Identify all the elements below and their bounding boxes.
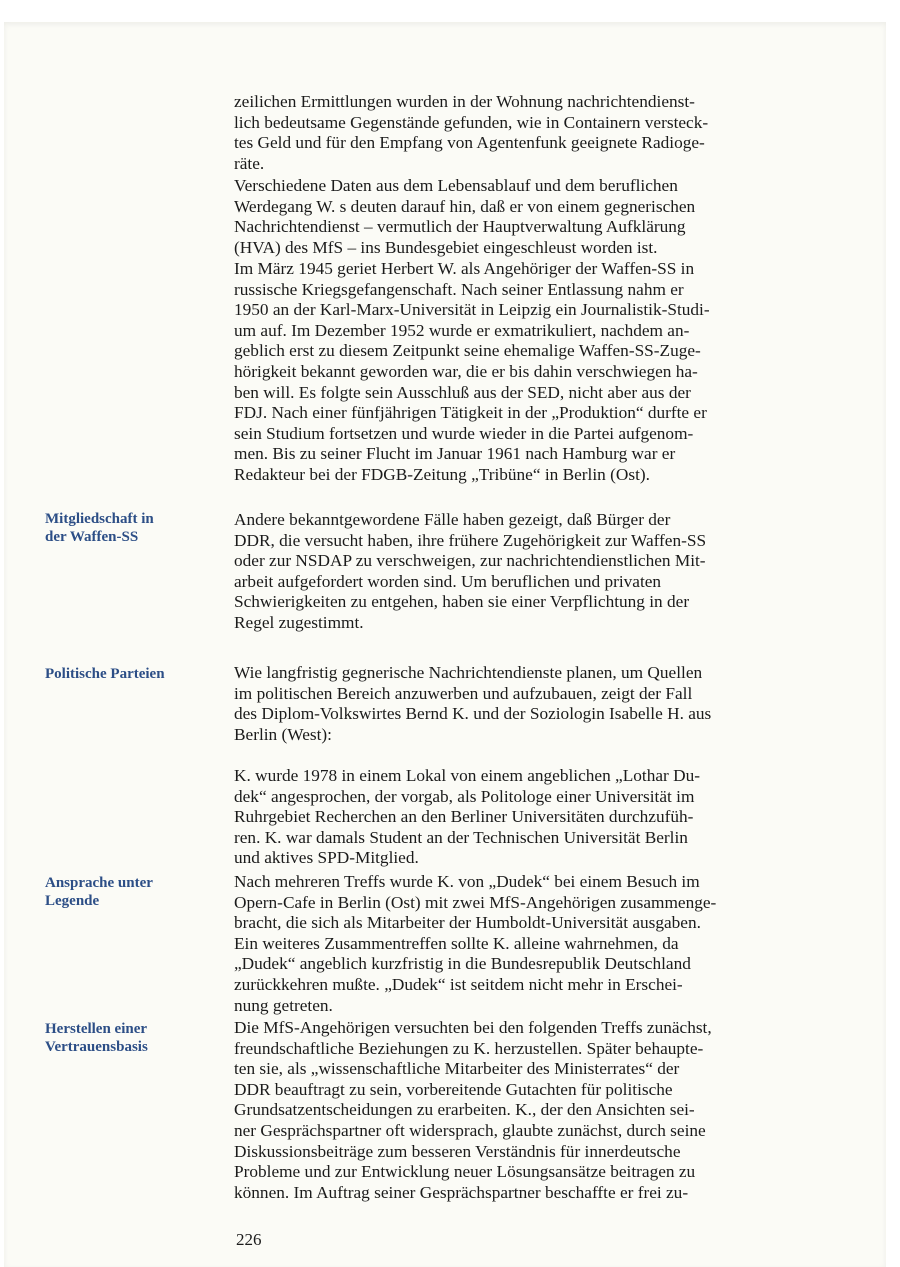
paragraph-k-approached: K. wurde 1978 in einem Lokal von einem angeblichen „Lothar Du- dek“ angesprochen, der vorgab, als Politologe einer Universität im Ruhrgebiet Recherchen an den Berliner Universitäten durchzufüh- ren. K. war damals Student an der Technischen Universität Berlin und aktives SPD-Mitglied. (234, 766, 700, 868)
page-number: 226 (236, 1230, 262, 1249)
sidebar-heading-waffen-ss: Mitgliedschaft in der Waffen-SS (45, 511, 154, 545)
paragraph-investigation-findings: zeilichen Ermittlungen wurden in der Wohnung nachrichtendienst- lich bedeutsame Gegenstände gefunden, wie in Containern versteck- tes Geld und für den Empfang von Agentenfunk geeignete Radioge- räte. (234, 92, 709, 173)
paragraph-long-term-planning: Wie langfristig gegnerische Nachrichtendienste planen, um Quellen im politischen Bereich anzuwerben und aufzubauen, zeigt der Fall des Diplom-Volkswirtes Bernd K. und der Soziologin Isabelle H. aus Berlin (West): (234, 663, 712, 744)
paragraph-other-cases: Andere bekanntgewordene Fälle haben gezeigt, daß Bürger der DDR, die versucht haben, ihre frühere Zugehörigkeit zur Waffen-SS oder zur NSDAP zu verschweigen, zur nachrichtendienstlichen Mit- arbeit aufgefordert worden sind. Um beruflichen und privaten Schwierigkeiten zu entgehen, haben sie einer Verpflichtung in der Regel zugestimmt. (234, 510, 707, 632)
sidebar-heading-building-trust: Herstellen einer Vertrauensbasis (45, 1021, 148, 1055)
paragraph-opern-cafe: Nach mehreren Treffs wurde K. von „Dudek“ bei einem Besuch im Opern-Cafe in Berlin (Ost) mit zwei MfS-Angehörigen zusammenge- bracht, die sich als Mitarbeiter der Humboldt-Universität ausgaben. Ein weiteres Zusammentreffen sollte K. alleine wahrnehmen, da „Dudek“ angeblich kurzfristig in die Bundesrepublik Deutschland zurückkehren mußte. „Dudek“ ist seitdem nicht mehr in Erschei- nung getreten. (234, 872, 717, 1015)
paragraph-career-data: Verschiedene Daten aus dem Lebensablauf und dem beruflichen Werdegang W. s deuten darauf hin, daß er von einem gegnerischen Nachrichtendienst – vermutlich der Hauptverwaltung Aufklärung (HVA) des MfS – ins Bundesgebiet eingeschleust worden ist. (234, 176, 696, 257)
sidebar-heading-political-parties: Politische Parteien (45, 666, 165, 682)
paragraph-herbert-w: Im März 1945 geriet Herbert W. als Angehöriger der Waffen-SS in russische Kriegsgefangenschaft. Nach seiner Entlassung nahm er 1950 an der Karl-Marx-Universität in Leipzig ein Journalistik-Studi- um auf. Im Dezember 1952 wurde er exmatrikuliert, nachdem an- geblich erst zu diesem Zeitpunkt seine ehemalige Waffen-SS-Zuge- hörigkeit bekannt geworden war, die er bis dahin verschwiegen ha- ben will. Es folgte sein Ausschluß aus der SED, nicht aber aus der FDJ. Nach einer fünfjährigen Tätigkeit in der „Produktion“ durfte er sein Studium fortsetzen und wurde wieder in die Partei aufgenom- men. Bis zu seiner Flucht im Januar 1961 nach Hamburg war er Redakteur bei der FDGB-Zeitung „Tribüne“ in Berlin (Ost). (234, 259, 710, 484)
sidebar-heading-cover-story: Ansprache unter Legende (45, 875, 153, 909)
paragraph-mfs-relations: Die MfS-Angehörigen versuchten bei den folgenden Treffs zunächst, freundschaftliche Beziehungen zu K. herzustellen. Später behaupte- ten sie, als „wissenschaftliche Mitarbeiter des Ministerrates“ der DDR beauftragt zu sein, vorbereitende Gutachten für politische Grundsatzentscheidungen zu erarbeiten. K., der den Ansichten sei- ner Gesprächspartner oft widersprach, glaubte zunächst, durch seine Diskussionsbeiträge zum besseren Verständnis für innerdeutsche Probleme und zur Entwicklung neuer Lösungsansätze beitragen zu können. Im Auftrag seiner Gesprächspartner beschaffte er frei zu- (234, 1018, 712, 1202)
